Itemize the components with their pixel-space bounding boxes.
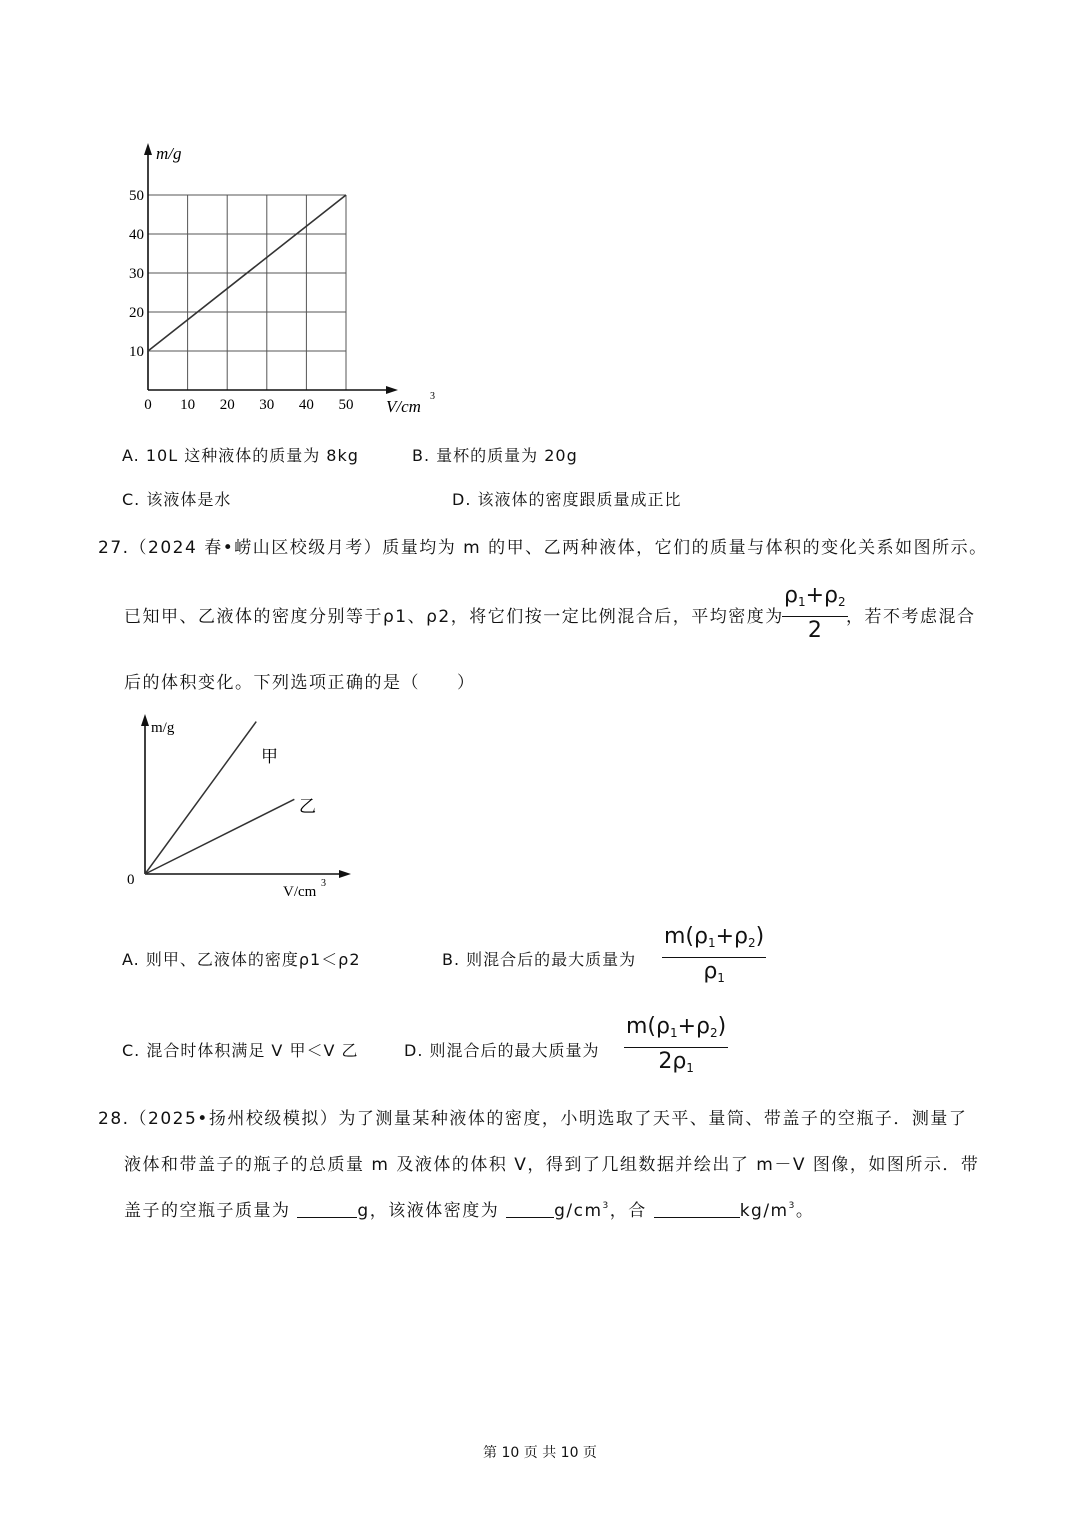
y-tick-label: 10 [129, 344, 144, 360]
series-line-jia [145, 722, 256, 874]
q26-option-d: D. 该液体的密度跟质量成正比 [452, 490, 682, 509]
x-axis-label-superscript: 3 [430, 391, 435, 402]
q27-option-a: A. 则甲、乙液体的密度ρ1＜ρ2 [122, 950, 361, 969]
q28-stem-line3 [124, 1196, 814, 1221]
q27-option-c: C. 混合时体积满足 V 甲＜V 乙 [122, 1041, 359, 1060]
series-label-jia: 甲 [261, 747, 278, 766]
y-tick-label: 30 [129, 266, 144, 282]
x-tick-label: 30 [259, 397, 275, 413]
fraction-numerator: $m(\rho_1+\rho_2)$ [626, 1014, 727, 1040]
chart-ticks [129, 188, 354, 413]
unit-superscript: 3 [788, 1201, 796, 1211]
q27-option-d-fraction [624, 1013, 728, 1082]
chart-grid [148, 195, 346, 390]
y-tick-label: 40 [129, 227, 144, 243]
series-line-yi [145, 799, 294, 874]
q27-stem-line2: 已知甲、乙液体的密度分别等于ρ1、ρ2，将它们按一定比例混合后，平均密度为 [124, 607, 784, 627]
fraction-denominator: $\rho_1$ [703, 959, 725, 985]
fraction-denominator: 2 [807, 618, 822, 643]
series-label-yi: 乙 [299, 797, 316, 816]
q26-option-b: B. 量杯的质量为 20g [412, 446, 578, 465]
fraction-denominator: $2\rho_1$ [658, 1049, 694, 1075]
q27-average-density-fraction [782, 582, 848, 645]
q28-line3-part-d: 。 [795, 1201, 815, 1221]
q27-stem-line1: 27.（2024 春•崂山区校级月考）质量均为 m 的甲、乙两种液体，它们的质量与体积的变化关系如图所示。 [98, 538, 988, 558]
q27-option-d: D. 则混合后的最大质量为 [404, 1041, 600, 1060]
y-axis-label: m/g [151, 720, 175, 736]
x-tick-label: 20 [219, 397, 235, 413]
q27-option-b: B. 则混合后的最大质量为 [442, 950, 637, 969]
fraction-numerator: $m(\rho_1+\rho_2)$ [664, 924, 765, 950]
q26-option-c: C. 该液体是水 [122, 490, 232, 509]
q28-line3-part-a: 盖子的空瓶子质量为 [124, 1201, 291, 1221]
x-axis-arrow [339, 870, 351, 878]
q27-stem-line3: 后的体积变化。下列选项正确的是（ ） [124, 673, 476, 693]
x-tick-label: 0 [144, 397, 152, 413]
y-axis-arrow [144, 143, 152, 155]
answer-blank-density-gcm3[interactable] [506, 1201, 554, 1218]
q27-option-b-fraction [662, 923, 766, 992]
x-axis-label: V/cm [386, 397, 421, 416]
answer-blank-density-kgm3[interactable] [654, 1201, 740, 1218]
y-tick-label: 20 [129, 305, 144, 321]
y-axis-label: m/g [156, 144, 182, 163]
q28-line3-part-b: ，该液体密度为 [369, 1201, 500, 1221]
x-tick-label: 10 [180, 397, 196, 413]
y-tick-label: 50 [129, 188, 144, 204]
x-tick-label: 50 [338, 397, 354, 413]
fraction-numerator: $\rho_1+\rho_2$ [784, 583, 846, 609]
unit-g-per-cm3: g/cm [554, 1201, 603, 1221]
x-axis-label-superscript: 3 [321, 878, 326, 889]
unit-g: g [357, 1201, 370, 1221]
x-axis-label: V/cm [283, 884, 317, 900]
unit-superscript: 3 [602, 1201, 610, 1211]
q27-stem-line2-suffix: ，若不考虑混合 [846, 607, 976, 627]
y-axis-arrow [141, 714, 149, 726]
chart-axes [144, 143, 398, 394]
chart-series [145, 722, 294, 874]
x-axis-arrow [386, 386, 398, 394]
chart-axes [141, 714, 351, 878]
answer-blank-bottle-mass[interactable] [297, 1201, 357, 1218]
page-footer: 第 10 页 共 10 页 [483, 1445, 597, 1461]
jia-yi-m-v-chart [115, 710, 375, 910]
q28-stem-line1: 28.（2025•扬州校级模拟）为了测量某种液体的密度，小明选取了天平、量筒、带盖子的空瓶子．测量了 [98, 1109, 968, 1129]
x-tick-label: 40 [298, 397, 314, 413]
m-v-grid-chart [110, 135, 450, 425]
origin-label: 0 [127, 872, 135, 888]
q28-line3-part-c: ，合 [609, 1201, 647, 1221]
unit-kg-per-m3: kg/m [739, 1201, 789, 1221]
q26-option-a: A. 10L 这种液体的质量为 8kg [122, 446, 359, 465]
q28-stem-line2: 液体和带盖子的瓶子的总质量 m 及液体的体积 V，得到了几组数据并绘出了 m－V 图像，如图所示．带 [124, 1155, 980, 1175]
